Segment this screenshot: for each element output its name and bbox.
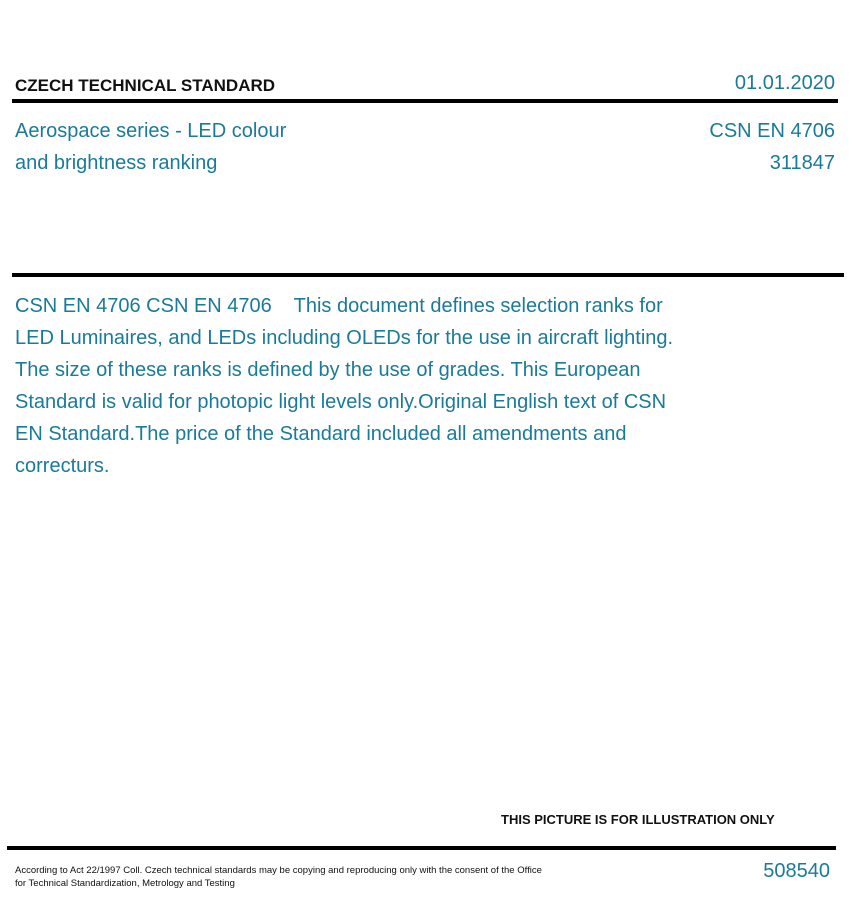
standard-code: CSN EN 4706 <box>709 120 835 142</box>
standard-title-line-1: Aerospace series - LED colour <box>15 120 287 142</box>
standard-title-line-2: and brightness ranking <box>15 152 218 174</box>
catalog-number: 311847 <box>769 152 835 174</box>
standard-description: CSN EN 4706 CSN EN 4706 This document defines selection ranks for LED Luminaires, and LEDs including OLEDs for the use in aircraft lighting. The size of these ranks is defined by the use of grades. This European Standard is valid for photopic light levels only.Original English text of CSN EN Standard.The price of the Standard included all amendments and correcturs. <box>15 295 679 477</box>
document-number: 508540 <box>763 860 830 882</box>
legal-notice-line-1: According to Act 22/1997 Coll. Czech technical standards may be copying and reproducing only with the consent of the Office <box>15 865 542 876</box>
standard-title <box>15 115 286 179</box>
legal-notice-line-2: for Technical Standardization, Metrology and Testing <box>15 878 235 889</box>
publication-date: 01.01.2020 <box>734 72 835 94</box>
document-type-heading: CZECH TECHNICAL STANDARD <box>15 76 276 95</box>
legal-notice <box>15 864 585 890</box>
illustration-disclaimer: THIS PICTURE IS FOR ILLUSTRATION ONLY <box>501 812 775 827</box>
bottom-divider <box>7 846 836 850</box>
standard-identifiers <box>709 115 835 179</box>
top-divider <box>12 99 838 103</box>
middle-divider <box>12 273 844 277</box>
